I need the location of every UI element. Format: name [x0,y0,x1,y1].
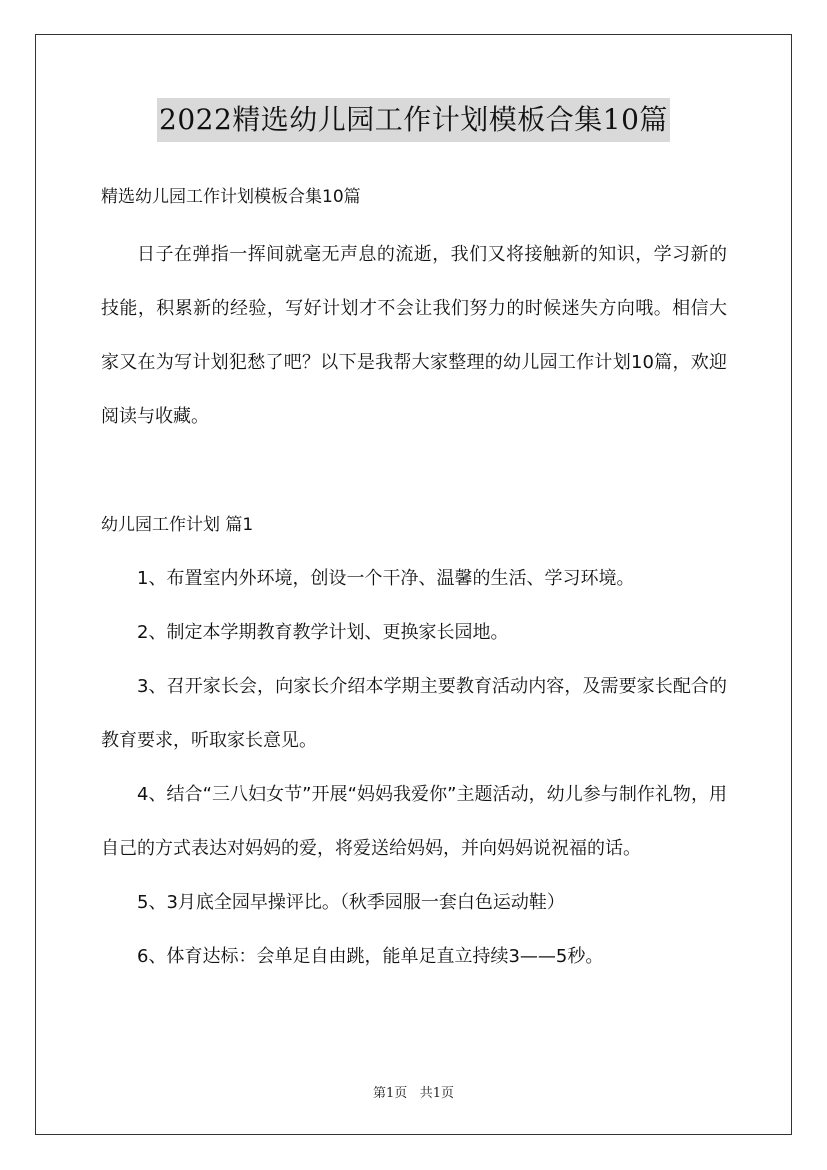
list-item: 3、召开家长会，向家长介绍本学期主要教育活动内容，及需要家长配合的教育要求，听取家长意见。 [101,676,727,751]
page-number: 第1页 [373,1086,408,1101]
list-item: 1、布置室内外环境，创设一个干净、温馨的生活、学习环境。 [137,568,635,589]
list-item: 5、3月底全园早操评比。（秋季园服一套白色运动鞋） [137,892,565,913]
page-total: 共1页 [419,1086,454,1101]
document-subtitle: 精选幼儿园工作计划模板合集10篇 [101,187,361,207]
list-item: 6、体育达标：会单足自由跳，能单足直立持续3——5秒。 [137,946,604,967]
document-title: 2022精选幼儿园工作计划模板合集10篇 [157,98,670,142]
intro-paragraph: 日子在弹指一挥间就毫无声息的流逝，我们又将接触新的知识，学习新的技能，积累新的经验，写好计划才不会让我们努力的时候迷失方向哦。相信大家又在为写计划犯愁了吧？以下是我帮大家整理的幼儿园工作计划10篇，欢迎阅读与收藏。 [101,244,727,427]
page-footer [0,1082,827,1101]
list-item: 4、结合“三八妇女节”开展“妈妈我爱你”主题活动，幼儿参与制作礼物，用自己的方式表达对妈妈的爱，将爱送给妈妈，并向妈妈说祝福的话。 [101,784,727,859]
document-body [101,170,727,984]
list-item: 2、制定本学期教育教学计划、更换家长园地。 [137,622,509,643]
section-heading: 幼儿园工作计划 篇1 [101,515,254,535]
title-container [0,98,827,142]
